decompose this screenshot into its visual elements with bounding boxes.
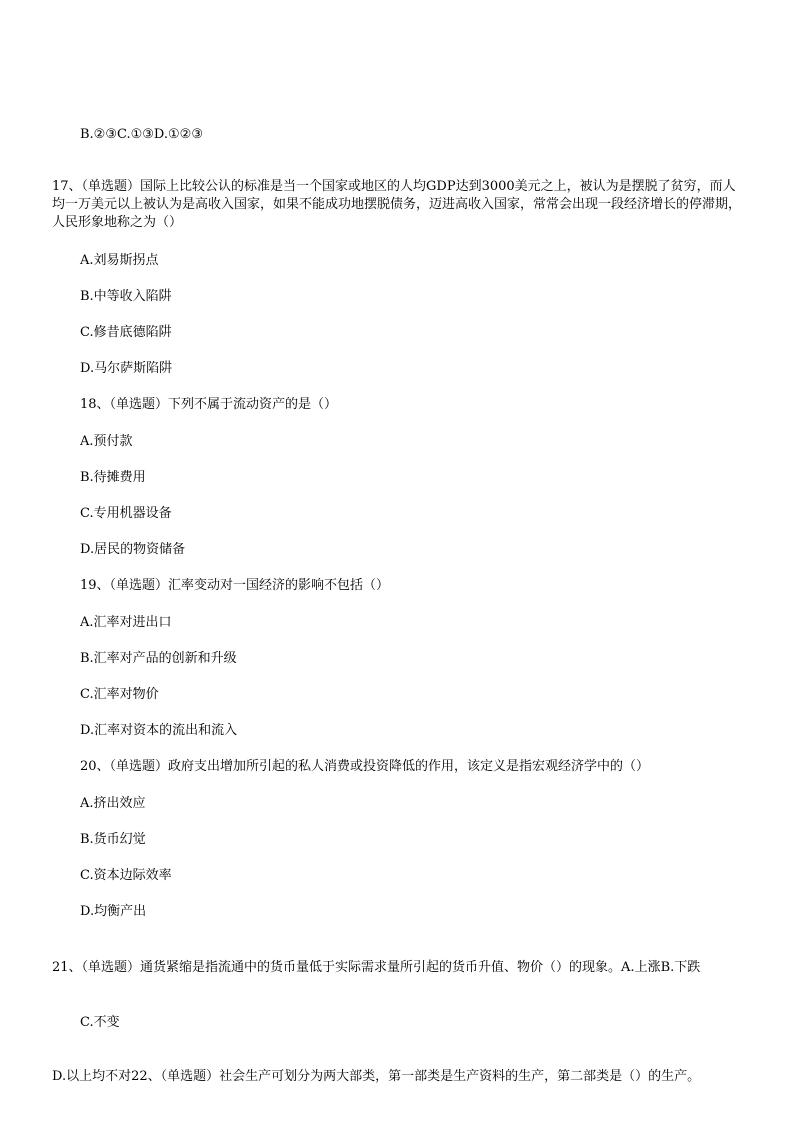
q18-option-c: C.专用机器设备 bbox=[80, 506, 172, 521]
q19-option-b: B.汇率对产品的创新和升级 bbox=[80, 651, 237, 666]
q18-option-b: B.待摊费用 bbox=[80, 470, 146, 485]
q17-option-c: C.修昔底德陷阱 bbox=[80, 325, 172, 340]
q18-option-d: D.居民的物资储备 bbox=[80, 542, 186, 557]
q17-option-a: A.刘易斯拐点 bbox=[80, 253, 159, 268]
q19-option-d: D.汇率对资本的流出和流入 bbox=[80, 723, 238, 738]
q17-option-b: B.中等收入陷阱 bbox=[80, 289, 172, 304]
question-20: 20、（单选题）政府支出增加所引起的私人消费或投资降低的作用，该定义是指宏观经济学中的（） bbox=[80, 759, 650, 774]
q20-option-b: B.货币幻觉 bbox=[80, 832, 146, 847]
option-line-prev: B.②③C.①③D.①②③ bbox=[80, 127, 203, 142]
question-21: 21、（单选题）通货紧缩是指流通中的货币量低于实际需求量所引起的货币升值、物价（）的现象。A.上涨B.下跌 bbox=[52, 960, 701, 975]
question-21-option-d-and-question-22: D.以上均不对22、（单选题）社会生产可划分为两大部类，第一部类是生产资料的生产，第二部类是（）的生产。 bbox=[52, 1069, 701, 1084]
q17-option-d: D.马尔萨斯陷阱 bbox=[80, 361, 173, 376]
question-19: 19、（单选题）汇率变动对一国经济的影响不包括（） bbox=[80, 578, 390, 593]
q20-option-d: D.均衡产出 bbox=[80, 904, 147, 919]
q21-option-c: C.不变 bbox=[80, 1015, 120, 1030]
question-18: 18、（单选题）下列不属于流动资产的是（） bbox=[80, 397, 338, 412]
q20-option-c: C.资本边际效率 bbox=[80, 868, 172, 883]
q18-option-a: A.预付款 bbox=[80, 434, 133, 449]
q20-option-a: A.挤出效应 bbox=[80, 796, 146, 811]
q19-option-a: A.汇率对进出口 bbox=[80, 615, 172, 630]
q19-option-c: C.汇率对物价 bbox=[80, 687, 159, 702]
question-17: 17、（单选题）国际上比较公认的标准是当一个国家或地区的人均GDP达到3000美元之上，被认为是摆脱了贫穷，而人均一万美元以上被认为是高收入国家，如果不能成功地摆脱债务，迈进高收入国家，常常会出现一段经济增长的停滞期，人民形象地称之为（） bbox=[52, 179, 742, 230]
